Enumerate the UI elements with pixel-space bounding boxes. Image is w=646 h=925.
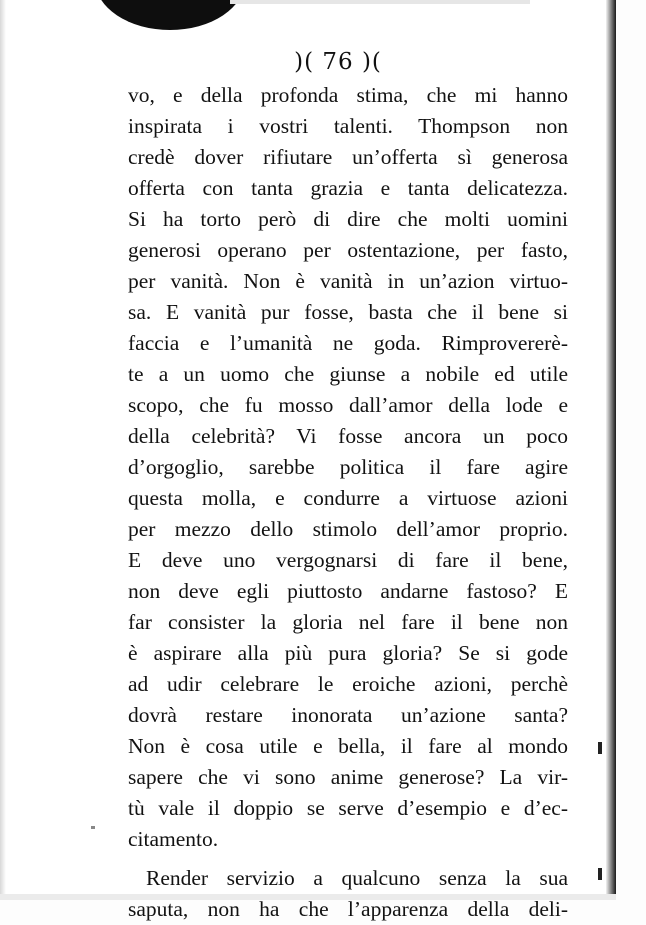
text-line: sa. E vanità pur fosse, basta che il bene si (128, 300, 568, 324)
margin-mark (598, 742, 602, 754)
text-line: faccia e l’umanità ne goda. Rimprovererè- (128, 331, 568, 355)
text-line: Render servizio a qualcuno senza la sua (146, 866, 568, 890)
text-line: citamento. (128, 827, 219, 851)
text-line: della celebrità? Vi fosse ancora un poco (128, 424, 568, 448)
margin-mark (598, 868, 602, 880)
scan-edge-right (606, 0, 616, 900)
text-line: inspirata i vostri talenti. Thompson non (128, 114, 568, 138)
text-line: per mezzo dello stimolo dell’amor proprio. (128, 517, 568, 541)
text-line: credè dover rifiutare un’offerta sì generosa (128, 145, 568, 169)
text-line: sapere che vi sono anime generose? La vir- (128, 765, 568, 789)
text-line: ad udir celebrare le eroiche azioni, perchè (128, 672, 568, 696)
text-line: dovrà restare inonorata un’azione santa? (128, 703, 568, 727)
paragraph-break (128, 855, 568, 863)
text-line: tù vale il doppio se serve d’esempio e d’ec- (128, 796, 568, 820)
text-line: vo, e della profonda stima, che mi hanno (128, 83, 568, 107)
text-line: scopo, che fu mosso dall’amor della lode e (128, 393, 568, 417)
scan-edge-top (230, 0, 530, 4)
scan-edge-left (0, 0, 6, 900)
text-line: questa molla, e condurre a virtuose azioni (128, 486, 568, 510)
text-line: te a un uomo che giunse a nobile ed utile (128, 362, 568, 386)
scan-speck (91, 826, 95, 829)
text-line: d’orgoglio, sarebbe politica il fare agire (128, 455, 568, 479)
scan-shadow-top (95, 0, 245, 30)
text-line: offerta con tanta grazia e tanta delicatezza. (128, 176, 568, 200)
text-line: per vanità. Non è vanità in un’azion virtuo- (128, 269, 568, 293)
page-number: )( 76 )( (294, 49, 382, 75)
text-line: non deve egli piuttosto andarne fastoso? E (128, 579, 568, 603)
body-text (128, 80, 568, 925)
text-line: Non è cosa utile e bella, il fare al mondo (128, 734, 568, 758)
text-line: generosi operano per ostentazione, per fasto, (128, 238, 568, 262)
text-line: far consister la gloria nel fare il bene non (128, 610, 568, 634)
text-line: è aspirare alla più pura gloria? Se si gode (128, 641, 568, 665)
text-line: E deve uno vergognarsi di fare il bene, (128, 548, 568, 572)
text-line: saputa, non ha che l’apparenza della deli- (128, 897, 568, 921)
text-line: Si ha torto però di dire che molti uomini (128, 207, 568, 231)
